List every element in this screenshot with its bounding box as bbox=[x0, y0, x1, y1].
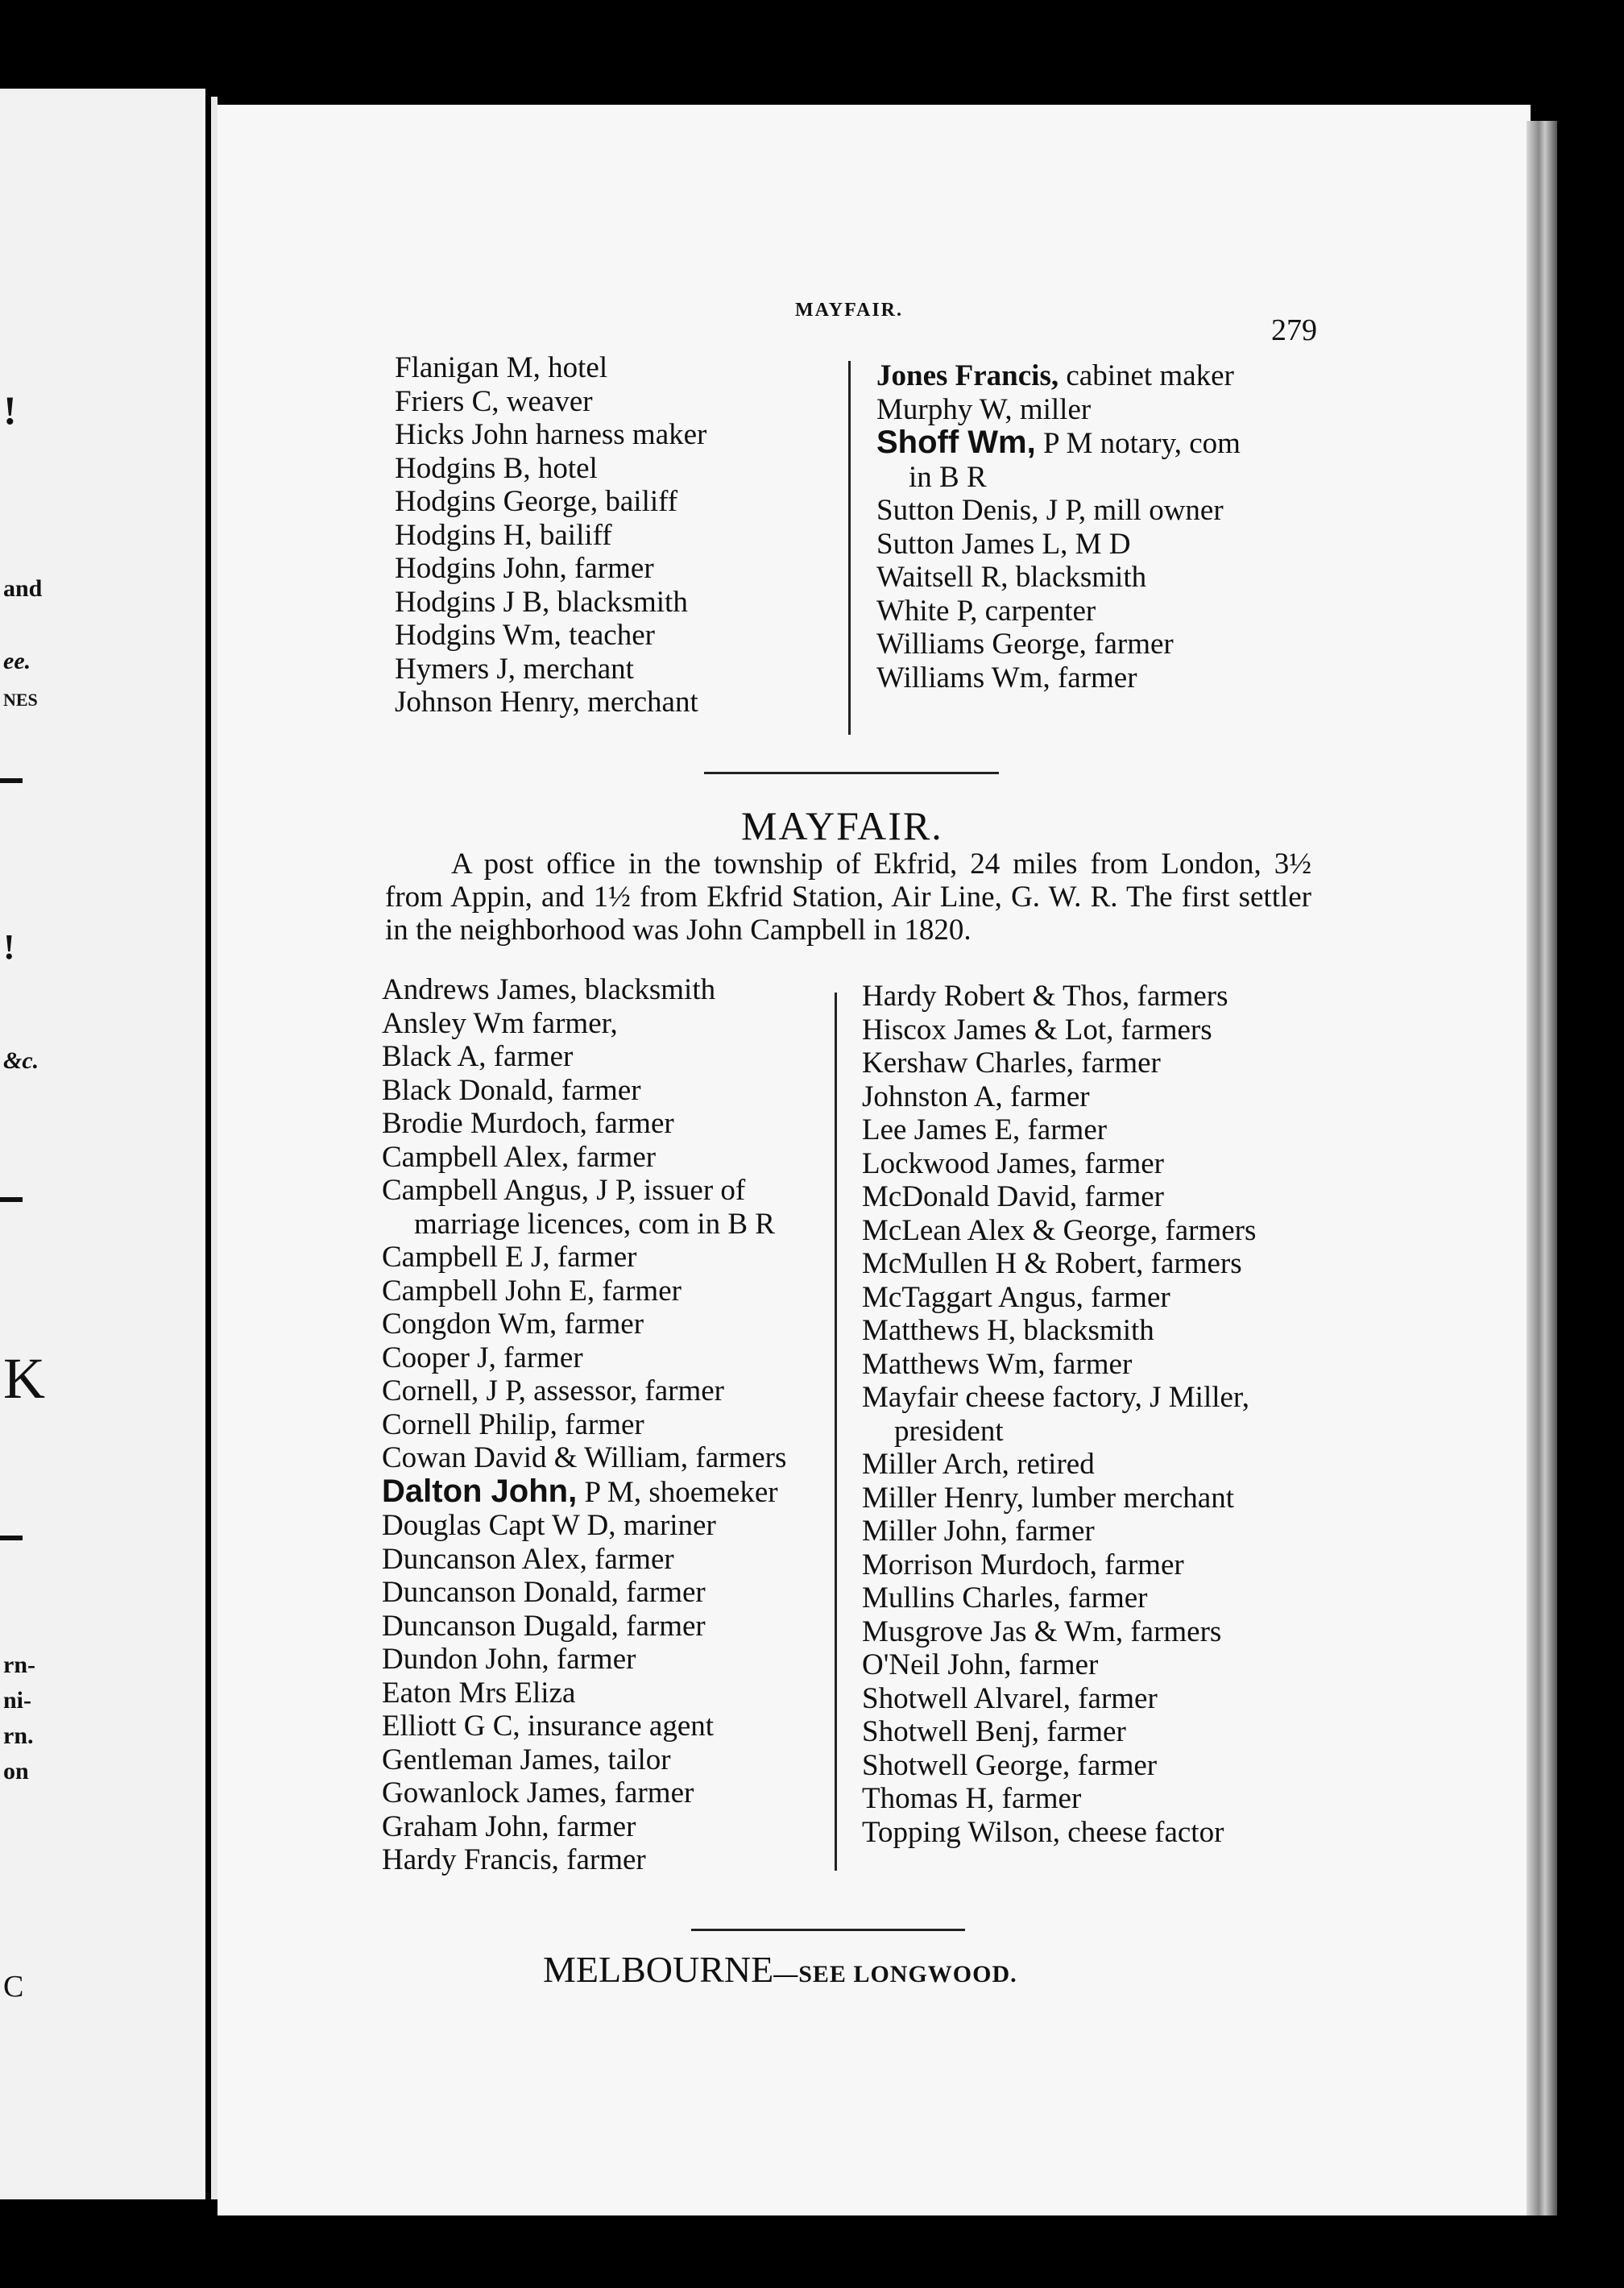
directory-entry-continuation: president bbox=[894, 1414, 1004, 1448]
directory-entry: Hodgins J B, blacksmith bbox=[395, 585, 688, 619]
directory-entry: White P, carpenter bbox=[876, 594, 1096, 628]
directory-entry: Black Donald, farmer bbox=[382, 1073, 641, 1107]
directory-entry: Congdon Wm, farmer bbox=[382, 1308, 644, 1341]
directory-entry: Waitsell R, blacksmith bbox=[876, 561, 1147, 594]
directory-entry: Kershaw Charles, farmer bbox=[862, 1047, 1161, 1080]
directory-entry: Williams Wm, farmer bbox=[876, 661, 1137, 694]
facing-page-fragment: rn. bbox=[3, 1722, 34, 1749]
directory-entry: Hicks John harness maker bbox=[395, 418, 707, 451]
directory-entry: McMullen H & Robert, farmers bbox=[862, 1247, 1242, 1280]
directory-entry: Lee James E, farmer bbox=[862, 1113, 1108, 1146]
directory-entry: Shotwell George, farmer bbox=[862, 1748, 1158, 1782]
facing-page-fragment: on bbox=[3, 1758, 29, 1784]
place-description bbox=[385, 848, 1311, 947]
directory-entry: Williams George, farmer bbox=[876, 628, 1174, 661]
directory-entry: Thomas H, farmer bbox=[862, 1782, 1082, 1815]
facing-page-fragment: ee. bbox=[3, 648, 31, 674]
directory-entry: Shotwell Benj, farmer bbox=[862, 1715, 1126, 1748]
section-rule bbox=[691, 1929, 965, 1931]
description-text: A post office in the township of Ekfrid, 24 miles from London, 3½ from Appin, and 1½ from Ekfrid Station, Air Line, G. W. R. The first settler in the neighborhood was John Campbell in 1820. bbox=[385, 848, 1311, 947]
column-divider bbox=[848, 361, 851, 735]
directory-entry: Hodgins H, bailiff bbox=[395, 518, 612, 552]
running-head: MAYFAIR. bbox=[795, 300, 903, 321]
directory-entry: Matthews H, blacksmith bbox=[862, 1314, 1154, 1347]
directory-entry: Gowanlock James, farmer bbox=[382, 1776, 694, 1809]
mayfair-left-column bbox=[382, 973, 786, 1877]
directory-entry: Andrews James, blacksmith bbox=[382, 973, 716, 1006]
column-divider bbox=[835, 993, 837, 1871]
directory-entry: Flanigan M, hotel bbox=[395, 351, 608, 384]
directory-entry: Topping Wilson, cheese factor bbox=[862, 1815, 1224, 1849]
facing-page-dash bbox=[0, 1536, 23, 1540]
directory-entry: Shotwell Alvarel, farmer bbox=[862, 1681, 1158, 1715]
directory-entry: Elliott G C, insurance agent bbox=[382, 1710, 715, 1743]
directory-entry: Dundon John, farmer bbox=[382, 1643, 636, 1676]
directory-entry: Cooper J, farmer bbox=[382, 1341, 583, 1374]
directory-entry bbox=[876, 359, 1241, 393]
directory-entry: Mullins Charles, farmer bbox=[862, 1581, 1148, 1614]
directory-entry: Campbell John E, farmer bbox=[382, 1274, 682, 1308]
facing-page-fragment: NES bbox=[3, 690, 38, 710]
cross-reference bbox=[543, 1948, 1017, 1991]
book-gutter bbox=[211, 97, 218, 2199]
directory-entry: Hymers J, merchant bbox=[395, 652, 634, 686]
directory-entry: Ansley Wm farmer, bbox=[382, 1006, 618, 1040]
directory-entry: Miller Arch, retired bbox=[862, 1448, 1095, 1481]
directory-entry: Hodgins George, bailiff bbox=[395, 485, 678, 518]
directory-entry: Hardy Robert & Thos, farmers bbox=[862, 980, 1228, 1013]
facing-page-fragment: ni- bbox=[3, 1687, 32, 1714]
directory-entry: Cornell Philip, farmer bbox=[382, 1407, 644, 1441]
page-block-edge bbox=[1527, 121, 1557, 2215]
directory-entry bbox=[382, 1475, 786, 1510]
directory-entry: Mayfair cheese factory, J Miller, bbox=[862, 1381, 1250, 1414]
facing-page-fragment: rn- bbox=[3, 1652, 35, 1678]
directory-entry: Sutton James L, M D bbox=[876, 527, 1131, 561]
directory-entry: Miller Henry, lumber merchant bbox=[862, 1481, 1234, 1515]
directory-entry bbox=[876, 426, 1241, 461]
cross-reference-target: —SEE LONGWOOD. bbox=[773, 1961, 1017, 1987]
directory-entry: Campbell E J, farmer bbox=[382, 1241, 637, 1274]
directory-entry: Sutton Denis, J P, mill owner bbox=[876, 494, 1224, 527]
directory-entry: Duncanson Alex, farmer bbox=[382, 1542, 674, 1576]
directory-entry: Duncanson Donald, farmer bbox=[382, 1576, 706, 1609]
directory-entry: Campbell Alex, farmer bbox=[382, 1140, 657, 1174]
directory-entry: McDonald David, farmer bbox=[862, 1180, 1165, 1213]
directory-entry: Hiscox James & Lot, farmers bbox=[862, 1013, 1212, 1047]
entry-name: Shoff Wm, bbox=[876, 425, 1036, 460]
directory-entry: Duncanson Dugald, farmer bbox=[382, 1609, 706, 1643]
facing-page-fragment: K bbox=[3, 1346, 45, 1411]
directory-entry-continuation: in B R bbox=[909, 460, 987, 494]
directory-entry: Hodgins John, farmer bbox=[395, 552, 654, 585]
directory-entry: Lockwood James, farmer bbox=[862, 1146, 1165, 1180]
mayfair-right-column bbox=[862, 980, 1256, 1849]
entry-detail: P M, shoemeker bbox=[577, 1475, 778, 1509]
directory-entry: Brodie Murdoch, farmer bbox=[382, 1107, 674, 1140]
section-heading: MAYFAIR. bbox=[741, 803, 943, 848]
directory-entry: Friers C, weaver bbox=[395, 384, 593, 418]
directory-entry: Campbell Angus, J P, issuer of bbox=[382, 1174, 746, 1207]
directory-entry: Douglas Capt W D, mariner bbox=[382, 1509, 716, 1542]
entry-detail: P M notary, com bbox=[1035, 427, 1241, 460]
directory-entry: Cornell, J P, assessor, farmer bbox=[382, 1374, 724, 1407]
directory-entry: Miller John, farmer bbox=[862, 1515, 1095, 1548]
facing-page-dash bbox=[0, 778, 23, 783]
directory-entry: Gentleman James, tailor bbox=[382, 1743, 671, 1776]
directory-entry: Hardy Francis, farmer bbox=[382, 1843, 646, 1876]
facing-page-fragment: ! bbox=[3, 927, 15, 967]
facing-page-edge bbox=[0, 89, 205, 2199]
directory-entry: Morrison Murdoch, farmer bbox=[862, 1548, 1184, 1581]
directory-entry: Matthews Wm, farmer bbox=[862, 1347, 1133, 1381]
directory-entry: Johnson Henry, merchant bbox=[395, 686, 698, 719]
facing-page-fragment: &c. bbox=[3, 1047, 39, 1074]
facing-page-dash bbox=[0, 1197, 23, 1202]
directory-entry: Eaton Mrs Eliza bbox=[382, 1676, 576, 1710]
directory-entry: Musgrove Jas & Wm, farmers bbox=[862, 1614, 1222, 1648]
facing-page-fragment: C bbox=[3, 1970, 24, 2004]
directory-entry: McTaggart Angus, farmer bbox=[862, 1280, 1170, 1314]
directory-entry: Black A, farmer bbox=[382, 1040, 574, 1073]
directory-entry: Johnston A, farmer bbox=[862, 1080, 1090, 1113]
section-rule bbox=[704, 772, 999, 774]
entry-name: Dalton John, bbox=[382, 1473, 578, 1509]
directory-entry-continuation: marriage licences, com in B R bbox=[414, 1207, 775, 1241]
directory-entry: Graham John, farmer bbox=[382, 1809, 636, 1843]
facing-page-fragment: ! bbox=[3, 388, 17, 433]
directory-entry: Hodgins B, hotel bbox=[395, 451, 598, 485]
page-number: 279 bbox=[1271, 313, 1317, 347]
entry-name: Jones Francis, bbox=[876, 359, 1059, 392]
cross-reference-place: MELBOURNE bbox=[543, 1949, 774, 1990]
entry-detail: cabinet maker bbox=[1058, 359, 1234, 392]
directory-entry: McLean Alex & George, farmers bbox=[862, 1213, 1257, 1247]
directory-entry: Cowan David & William, farmers bbox=[382, 1441, 787, 1474]
directory-entry: Hodgins Wm, teacher bbox=[395, 619, 655, 652]
top-left-column bbox=[395, 351, 706, 719]
facing-page-fragment: and bbox=[3, 575, 43, 602]
top-right-column bbox=[876, 359, 1241, 694]
directory-entry: Murphy W, miller bbox=[876, 392, 1092, 426]
directory-entry: O'Neil John, farmer bbox=[862, 1648, 1099, 1681]
